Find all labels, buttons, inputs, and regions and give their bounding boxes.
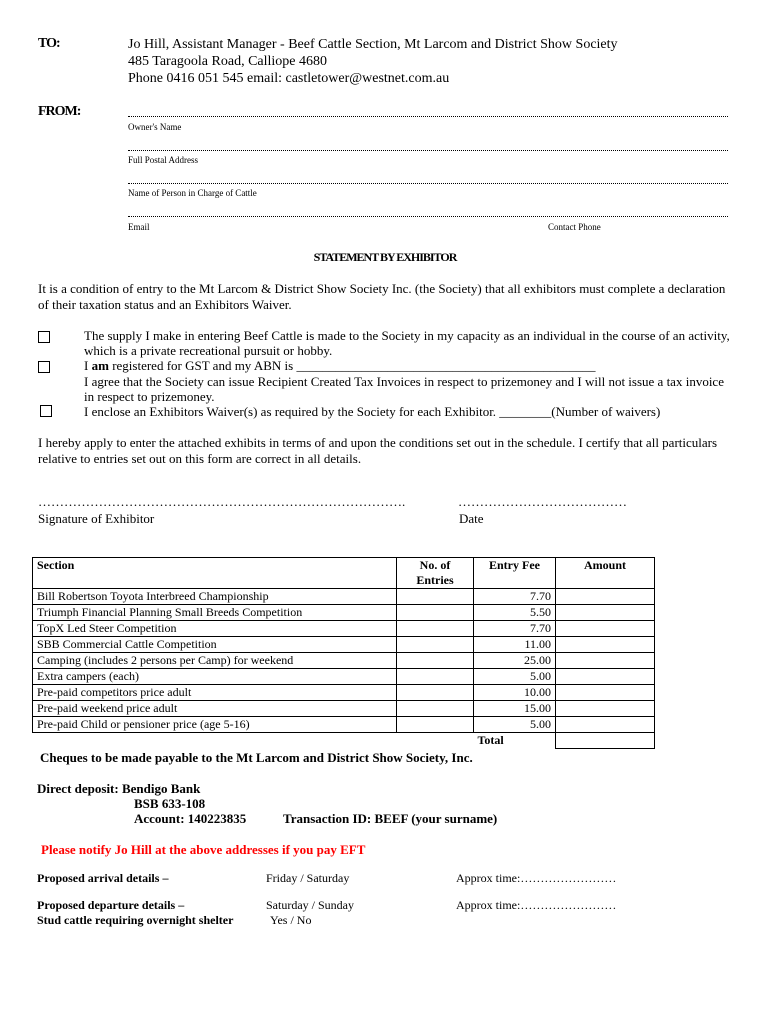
row-fee: 7.70 bbox=[474, 589, 556, 605]
cheques-note: Cheques to be made payable to the Mt Larcom and District Show Society, Inc. bbox=[40, 750, 473, 765]
signature-label: Signature of Exhibitor bbox=[38, 511, 155, 526]
intro-paragraph: It is a condition of entry to the Mt Larcom & District Show Society Inc. (the Society) that all exhibitors must complete a declaration of their taxation status and an Exhibitors Waiver. bbox=[38, 281, 726, 312]
row-section: Pre-paid competitors price adult bbox=[33, 685, 397, 701]
row-fee: 25.00 bbox=[474, 653, 556, 669]
date-line[interactable]: ………………………………… bbox=[458, 494, 627, 509]
waiver-option-text: I enclose an Exhibitors Waiver(s) as required by the Society for each Exhibitor. ________(Number of waivers) bbox=[84, 404, 661, 419]
waiver-checkbox[interactable] bbox=[40, 405, 52, 417]
apply-paragraph: I hereby apply to enter the attached exhibits in terms of and upon the conditions set out in the schedule. I certify that all particulars relative to entries set out on this form are correct in all details. bbox=[38, 435, 718, 466]
date-label: Date bbox=[459, 511, 484, 526]
row-section: Triumph Financial Planning Small Breeds Competition bbox=[33, 605, 397, 621]
row-entries-cell[interactable] bbox=[397, 621, 474, 637]
hobby-option-text: The supply I make in entering Beef Cattle is made to the Society in my capacity as an individual in the course of an activity, which is a private recreational pursuit or hobby. bbox=[84, 328, 730, 358]
table-total-row bbox=[33, 733, 655, 749]
gst-text-pre: I bbox=[84, 358, 92, 373]
row-amount-cell[interactable] bbox=[556, 701, 655, 717]
entries-table bbox=[32, 557, 655, 749]
amount-header: Amount bbox=[556, 558, 655, 589]
bsb-number: BSB 633-108 bbox=[134, 796, 206, 811]
row-entries-cell[interactable] bbox=[397, 685, 474, 701]
row-amount-cell[interactable] bbox=[556, 637, 655, 653]
row-section: Bill Robertson Toyota Interbreed Championship bbox=[33, 589, 397, 605]
to-label: TO: bbox=[38, 36, 60, 51]
row-amount-cell[interactable] bbox=[556, 685, 655, 701]
arrival-label: Proposed arrival details – bbox=[37, 871, 169, 885]
contact-phone-label: Contact Phone bbox=[548, 222, 601, 232]
eft-notice: Please notify Jo Hill at the above addresses if you pay EFT bbox=[41, 842, 366, 857]
table-header-row bbox=[33, 558, 655, 589]
shelter-label: Stud cattle requiring overnight shelter bbox=[37, 913, 234, 927]
row-section: SBB Commercial Cattle Competition bbox=[33, 637, 397, 653]
person-in-charge-label: Name of Person in Charge of Cattle bbox=[128, 188, 257, 198]
row-section: Pre-paid weekend price adult bbox=[33, 701, 397, 717]
row-entries-cell[interactable] bbox=[397, 701, 474, 717]
arrival-time-field[interactable]: Approx time:…………………… bbox=[456, 871, 617, 885]
row-fee: 11.00 bbox=[474, 637, 556, 653]
hobby-checkbox[interactable] bbox=[38, 331, 50, 343]
entries-header: No. of Entries bbox=[397, 558, 474, 589]
row-section: TopX Led Steer Competition bbox=[33, 621, 397, 637]
transaction-id: Transaction ID: BEEF (your surname) bbox=[283, 811, 498, 826]
table-row bbox=[33, 589, 655, 605]
total-label: Total bbox=[477, 733, 504, 747]
shelter-options[interactable]: Yes / No bbox=[270, 913, 312, 927]
gst-text-post: registered for GST and my ABN is ______________________________________________ bbox=[108, 358, 596, 373]
table-row bbox=[33, 717, 655, 733]
email-phone-field[interactable] bbox=[128, 216, 728, 217]
total-amount-cell[interactable] bbox=[556, 733, 655, 749]
row-amount-cell[interactable] bbox=[556, 669, 655, 685]
person-in-charge-field[interactable] bbox=[128, 183, 728, 184]
departure-label: Proposed departure details – bbox=[37, 898, 185, 912]
row-entries-cell[interactable] bbox=[397, 605, 474, 621]
gst-option-text bbox=[84, 358, 732, 373]
arrival-day-options[interactable]: Friday / Saturday bbox=[266, 871, 350, 885]
table-row bbox=[33, 685, 655, 701]
owner-name-field[interactable] bbox=[128, 116, 728, 117]
table-row bbox=[33, 653, 655, 669]
rcti-option-text: I agree that the Society can issue Recipient Created Tax Invoices in respect to prizemoney and I will not issue a tax invoice in respect to prizemoney. bbox=[84, 374, 724, 404]
from-label: FROM: bbox=[38, 104, 81, 119]
gst-checkbox[interactable] bbox=[38, 361, 50, 373]
row-entries-cell[interactable] bbox=[397, 653, 474, 669]
table-row bbox=[33, 669, 655, 685]
statement-title: STATEMENT BY EXHIBITOR bbox=[313, 250, 457, 264]
row-fee: 10.00 bbox=[474, 685, 556, 701]
postal-address-label: Full Postal Address bbox=[128, 155, 199, 165]
table-row bbox=[33, 637, 655, 653]
row-entries-cell[interactable] bbox=[397, 669, 474, 685]
row-fee: 5.00 bbox=[474, 669, 556, 685]
owner-name-label: Owner's Name bbox=[128, 122, 182, 132]
recipient-line: 485 Taragoola Road, Calliope 4680 bbox=[128, 54, 328, 69]
email-label: Email bbox=[128, 222, 150, 232]
signature-line[interactable]: …………………………………………………………………………. bbox=[38, 494, 406, 509]
departure-day-options[interactable]: Saturday / Sunday bbox=[266, 898, 354, 912]
table-row bbox=[33, 621, 655, 637]
row-amount-cell[interactable] bbox=[556, 653, 655, 669]
row-fee: 7.70 bbox=[474, 621, 556, 637]
row-amount-cell[interactable] bbox=[556, 717, 655, 733]
departure-time-field[interactable]: Approx time:…………………… bbox=[456, 898, 617, 912]
recipient-line: Phone 0416 051 545 email: castletower@westnet.com.au bbox=[128, 71, 450, 86]
row-section: Camping (includes 2 persons per Camp) for weekend bbox=[33, 653, 397, 669]
recipient-line: Jo Hill, Assistant Manager - Beef Cattle Section, Mt Larcom and District Show Society bbox=[128, 37, 618, 52]
section-header: Section bbox=[33, 558, 397, 589]
direct-deposit-label: Direct deposit: Bendigo Bank bbox=[37, 781, 201, 796]
table-row bbox=[33, 605, 655, 621]
account-number: Account: 140223835 bbox=[134, 811, 247, 826]
row-amount-cell[interactable] bbox=[556, 589, 655, 605]
row-amount-cell[interactable] bbox=[556, 621, 655, 637]
row-section: Pre-paid Child or pensioner price (age 5-16) bbox=[33, 717, 397, 733]
row-amount-cell[interactable] bbox=[556, 605, 655, 621]
table-row bbox=[33, 701, 655, 717]
row-fee: 15.00 bbox=[474, 701, 556, 717]
gst-text-am: am bbox=[91, 358, 109, 373]
fee-header: Entry Fee bbox=[474, 558, 556, 589]
row-entries-cell[interactable] bbox=[397, 589, 474, 605]
recipient-address bbox=[128, 36, 618, 87]
row-entries-cell[interactable] bbox=[397, 717, 474, 733]
row-entries-cell[interactable] bbox=[397, 637, 474, 653]
row-fee: 5.00 bbox=[474, 717, 556, 733]
postal-address-field[interactable] bbox=[128, 150, 728, 151]
row-section: Extra campers (each) bbox=[33, 669, 397, 685]
row-fee: 5.50 bbox=[474, 605, 556, 621]
